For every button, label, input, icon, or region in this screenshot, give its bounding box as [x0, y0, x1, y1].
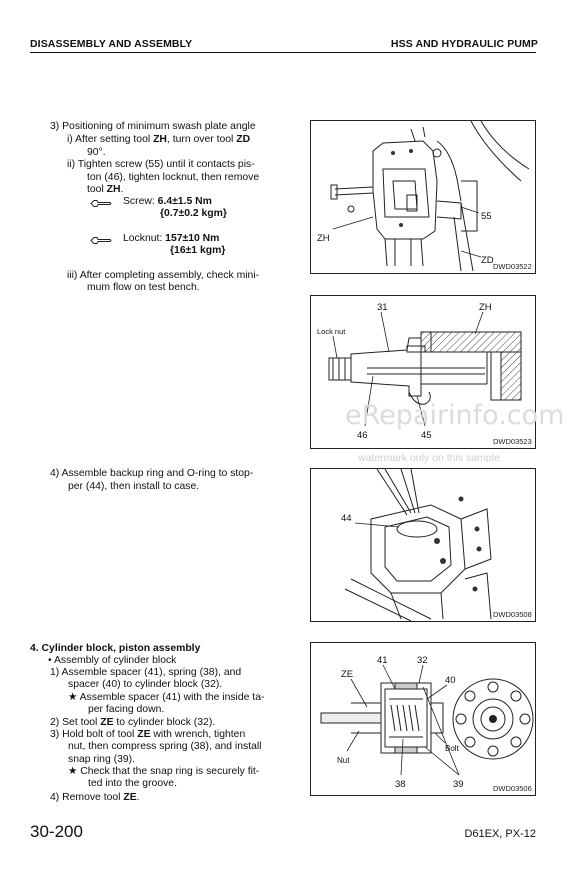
model-name: D61EX, PX-12 [464, 828, 536, 840]
s1-note2: per facing down. [88, 704, 165, 715]
s3-note1: ★ Check that the snap ring is securely fit- [68, 766, 260, 777]
fig1-label-zh: ZH [317, 233, 330, 244]
fig4-label-38: 38 [395, 779, 406, 790]
step3-ii-line1: ii) Tighten screw (55) until it contacts pis- [67, 159, 255, 170]
page-number: 30-200 [30, 822, 83, 841]
fig3-id: DWD03508 [493, 610, 532, 619]
locknut-torque-kgm: {16±1 kgm} [170, 245, 226, 256]
section4-title: 4. Cylinder block, piston assembly [30, 643, 201, 654]
figure-cylinder-block [310, 642, 536, 796]
fig2-label-45: 45 [421, 430, 432, 441]
header-chapter-title: HSS AND HYDRAULIC PUMP [390, 38, 538, 50]
fig3-label-44: 44 [341, 513, 352, 524]
step4-line1: 4) Assemble backup ring and O-ring to stop- [50, 468, 254, 479]
s4-line: 4) Remove tool ZE. [50, 792, 140, 803]
fig2-label-46: 46 [357, 430, 368, 441]
torque-wrench-icon [90, 236, 112, 245]
screw-torque: Screw: 6.4±1.5 Nm [123, 196, 212, 207]
s3-line1: 3) Hold bolt of tool ZE with wrench, tighten [50, 729, 246, 740]
step3-ii-line3: tool ZH. [87, 184, 124, 195]
step3-iii-line1: iii) After completing assembly, check mini- [67, 270, 260, 281]
s2-line: 2) Set tool ZE to cylinder block (32). [50, 717, 216, 728]
step3-ii-line2: ton (46), tighten locknut, then remove [87, 172, 260, 183]
step3-i-line1: i) After setting tool ZH, turn over tool ZD [67, 134, 251, 145]
fig2-id: DWD03523 [493, 437, 532, 446]
fig4-label-bolt: Bolt [445, 744, 459, 753]
s1-line2: spacer (40) to cylinder block (32). [68, 679, 223, 690]
section4-bullet: • Assembly of cylinder block [48, 655, 177, 666]
fig4-label-39: 39 [453, 779, 464, 790]
step3-i-line2: 90°. [87, 147, 106, 158]
s1-note1: ★ Assemble spacer (41) with the inside ta- [68, 692, 265, 703]
figure-swash-plate-setup [310, 120, 536, 274]
stopper-install-illustration [311, 469, 535, 621]
locknut-torque: Locknut: 157±10 Nm [123, 233, 220, 244]
step3-title: 3) Positioning of minimum swash plate angle [50, 121, 256, 132]
fig1-label-55: 55 [481, 211, 492, 222]
step3-iii-line2: mum flow on test bench. [87, 282, 200, 293]
fig4-label-ze: ZE [341, 669, 354, 680]
fig1-id: DWD03522 [493, 262, 532, 271]
cylinder-block-illustration [311, 643, 535, 795]
header-section-title: DISASSEMBLY AND ASSEMBLY [30, 38, 193, 50]
fig2-label-31: 31 [377, 302, 388, 313]
step4-line2: per (44), then install to case. [68, 481, 200, 492]
fig4-label-40: 40 [445, 675, 456, 686]
screw-torque-kgm: {0.7±0.2 kgm} [160, 208, 227, 219]
figure-stopper-install [310, 468, 536, 622]
fig4-id: DWD03506 [493, 784, 532, 793]
fig2-label-zh: ZH [479, 302, 492, 313]
fig4-label-32: 32 [417, 655, 428, 666]
header-rule [30, 52, 536, 53]
watermark-note: watermark only on this sample [358, 452, 500, 464]
pump-assembly-illustration [311, 121, 535, 273]
fig1-label-zd: ZD [481, 255, 494, 266]
s3-line3: snap ring (39). [68, 754, 135, 765]
s3-note2: ted into the groove. [88, 778, 177, 789]
s3-line2: nut, then compress spring (38), and install [68, 741, 262, 752]
fig4-label-41: 41 [377, 655, 388, 666]
s1-line1: 1) Assemble spacer (41), spring (38), and [50, 667, 242, 678]
watermark-site: eRepairinfo.com [345, 400, 565, 431]
fig2-label-locknut: Lock nut [317, 327, 346, 336]
torque-wrench-icon [90, 199, 112, 208]
fig4-label-nut: Nut [337, 756, 350, 765]
